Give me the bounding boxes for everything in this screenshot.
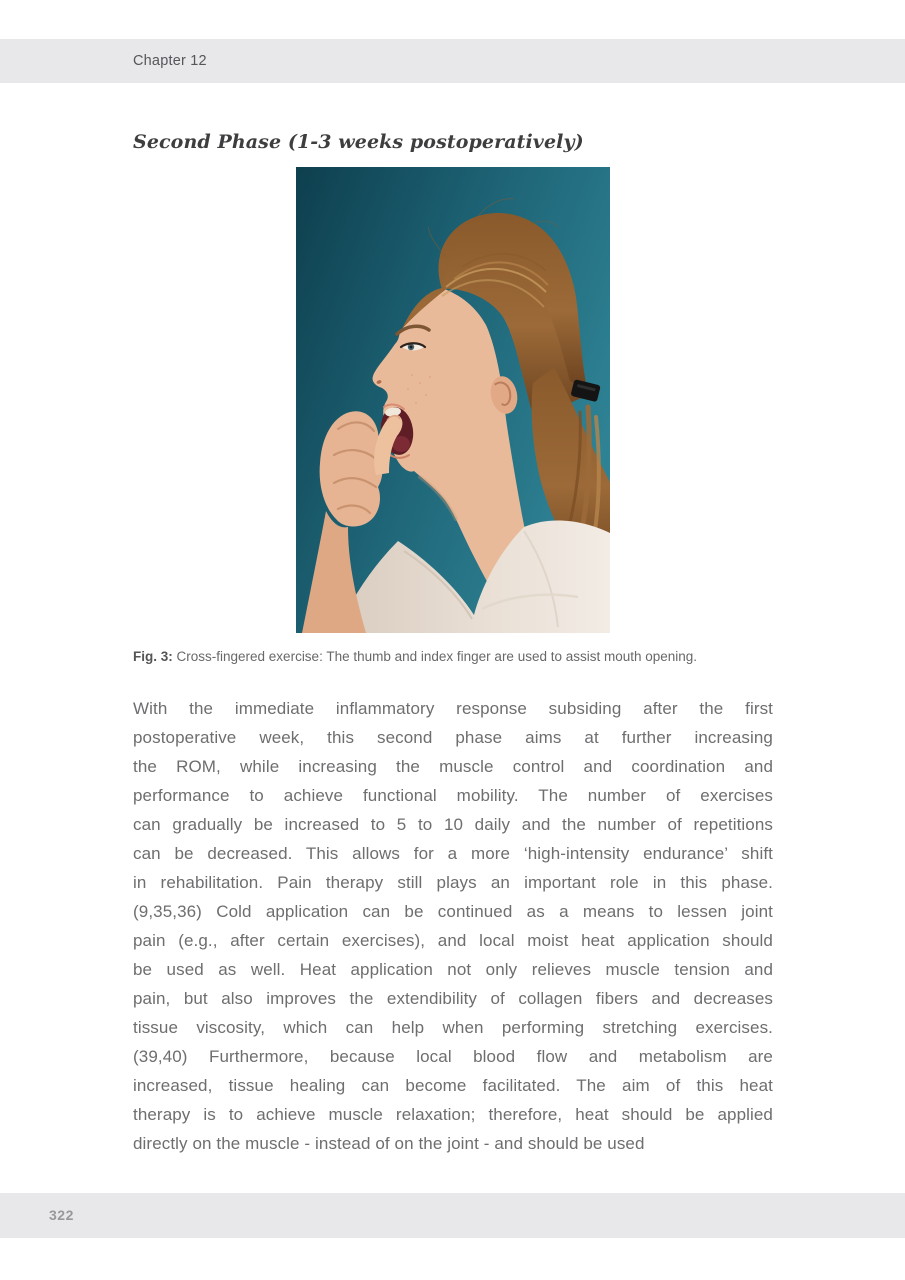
body-line: in rehabilitation. Pain therapy still plays an important role in this phase. — [133, 873, 773, 892]
body-line: pain, but also improves the extendibility of collagen fibers and decreases — [133, 989, 773, 1008]
body-line: (9,35,36) Cold application can be continued as a means to lessen joint — [133, 902, 773, 921]
body-line: directly on the muscle - instead of on the joint - and should be used — [133, 1134, 645, 1153]
section-heading: Second Phase (1-3 weeks postoperatively) — [133, 131, 584, 153]
figure-caption-label: Fig. 3: — [133, 649, 173, 664]
chapter-label: Chapter 12 — [133, 53, 207, 69]
body-line: pain (e.g., after certain exercises), and local moist heat application should — [133, 931, 773, 950]
body-line: can be decreased. This allows for a more ‘high-intensity endurance’ shift — [133, 844, 773, 863]
body-line: increased, tissue healing can become facilitated. The aim of this heat — [133, 1076, 773, 1095]
figure-caption-text: Cross-fingered exercise: The thumb and index finger are used to assist mouth opening. — [176, 649, 698, 664]
figure-caption — [133, 648, 781, 666]
body-line: postoperative week, this second phase aims at further increasing — [133, 728, 773, 747]
exercise-photo — [296, 167, 610, 633]
body-paragraph — [133, 694, 773, 1158]
body-line: can gradually be increased to 5 to 10 daily and the number of repetitions — [133, 815, 773, 834]
footer-bar — [0, 1193, 905, 1238]
page-number: 322 — [49, 1207, 74, 1223]
body-line: therapy is to achieve muscle relaxation; therefore, heat should be applied — [133, 1105, 773, 1124]
body-line: With the immediate inflammatory response subsiding after the first — [133, 699, 773, 718]
body-line: (39,40) Furthermore, because local blood flow and metabolism are — [133, 1047, 773, 1066]
figure — [296, 167, 610, 633]
body-line: be used as well. Heat application not only relieves muscle tension and — [133, 960, 773, 979]
body-line: tissue viscosity, which can help when performing stretching exercises. — [133, 1018, 773, 1037]
body-line: the ROM, while increasing the muscle control and coordination and — [133, 757, 773, 776]
header-bar — [0, 39, 905, 83]
body-line: performance to achieve functional mobility. The number of exercises — [133, 786, 773, 805]
